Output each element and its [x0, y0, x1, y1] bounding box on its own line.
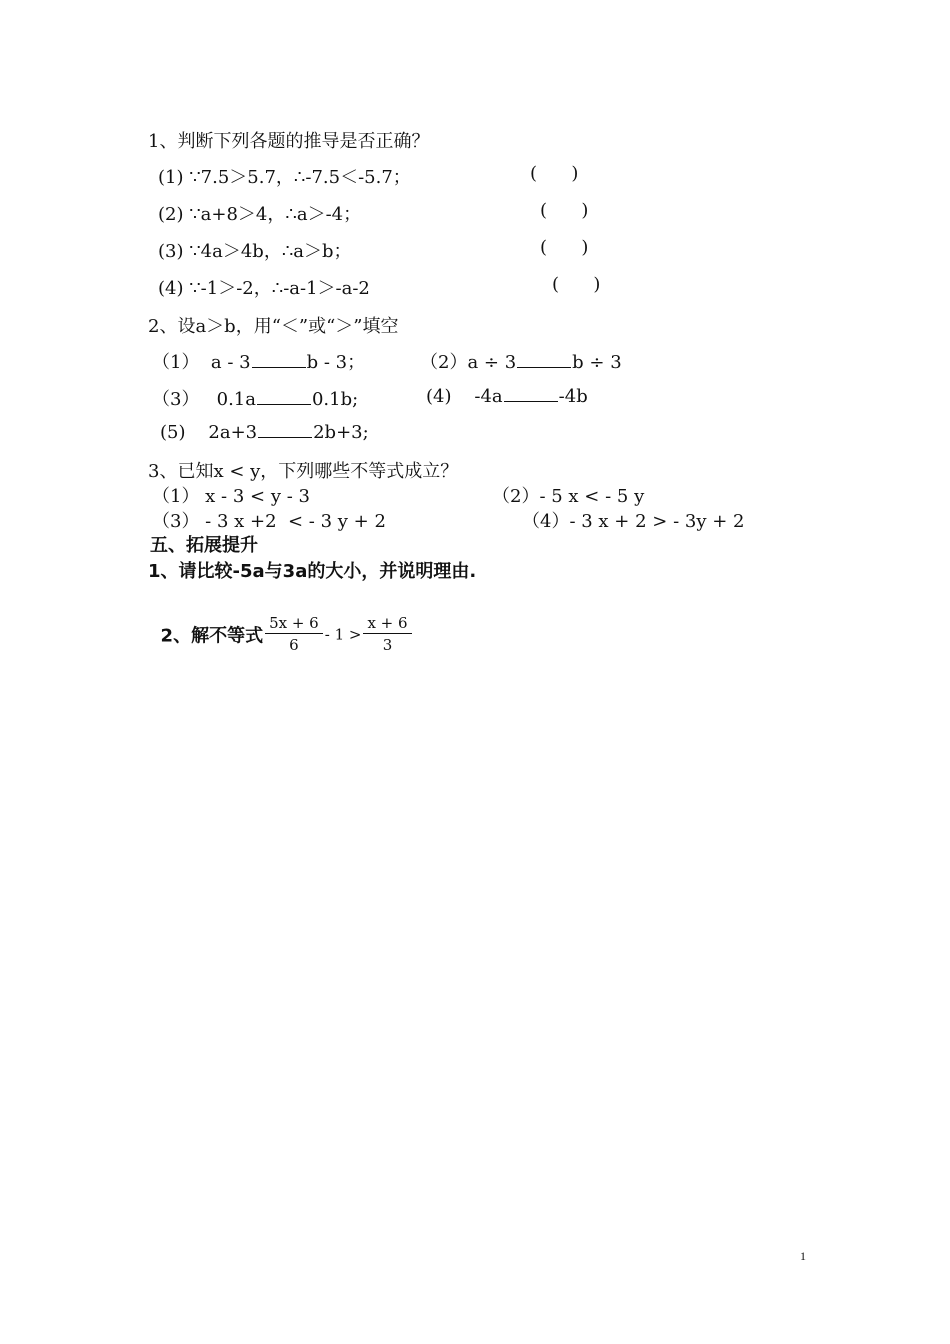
q1-item-2: (2) ∵a+8＞4，∴a＞-4； — [158, 204, 362, 225]
page-number: 1 — [800, 1249, 806, 1263]
q2-left-2: a ÷ 3 — [467, 352, 517, 373]
fraction-left-denominator: 6 — [289, 636, 299, 654]
q1-answer-paren-1: ( ) — [530, 163, 579, 184]
q2-right-1: b - 3； — [306, 352, 366, 373]
q2-row-2b — [426, 385, 588, 407]
q1-item-3: (3) ∵4a＞4b，∴a＞b； — [158, 241, 352, 262]
q1-item-1: (1) ∵7.5＞5.7，∴-7.5＜-5.7； — [158, 167, 411, 188]
q2-left-5: 2a+3 — [208, 422, 258, 443]
q2-blank-3[interactable] — [257, 388, 311, 405]
q3-title: 3、已知x < y，下列哪些不等式成立？ — [148, 461, 459, 482]
q2-right-2: b ÷ 3 — [572, 352, 622, 373]
q2-label-4: (4) — [426, 386, 452, 407]
q1-answer-paren-3: ( ) — [540, 237, 589, 258]
q2-title: 2、设a＞b，用“＜”或“＞”填空 — [148, 316, 399, 337]
q2-row-2 — [152, 385, 358, 411]
q2-blank-5[interactable] — [258, 421, 312, 438]
fraction-right-denominator: 3 — [382, 636, 393, 654]
section5-heading: 五、拓展提升 — [150, 535, 258, 556]
fraction-left — [265, 613, 323, 656]
fraction-right — [363, 613, 411, 656]
q2-left-4: -4a — [474, 386, 503, 407]
q2-row-1 — [152, 348, 365, 374]
q2-label-1: （1） — [152, 352, 200, 373]
fraction-left-numerator: 5x + 6 — [265, 613, 323, 634]
q3-option-2: （2）- 5 x < - 5 y — [492, 486, 645, 507]
q1-title: 1、判断下列各题的推导是否正确？ — [148, 131, 430, 152]
q2-left-1: a - 3 — [210, 352, 251, 373]
q2-blank-4[interactable] — [504, 385, 558, 402]
minus-one-gt: - 1 > — [324, 625, 362, 644]
q2-label-5: (5) — [160, 422, 186, 443]
q2-label-2: （2） — [420, 352, 468, 373]
section5-item-2 — [148, 592, 414, 656]
q2-right-4: -4b — [558, 386, 588, 407]
q3-option-3: （3） - 3 x +2 < - 3 y + 2 — [152, 511, 386, 532]
q2-right-5: 2b+3; — [313, 422, 369, 443]
q1-answer-paren-2: ( ) — [540, 200, 589, 221]
q2-row-1b — [420, 348, 622, 374]
q3-option-1: （1） x - 3 < y - 3 — [152, 486, 310, 507]
q3-option-4: （4）- 3 x + 2 > - 3y + 2 — [522, 511, 745, 532]
q1-answer-paren-4: ( ) — [552, 274, 601, 295]
q2-blank-1[interactable] — [252, 351, 306, 368]
section5-item-2-prefix: 2、解不等式 — [160, 625, 264, 647]
q2-right-3: 0.1b; — [311, 389, 359, 410]
q2-label-3: （3） — [152, 389, 200, 410]
q2-left-3: 0.1a — [216, 389, 256, 410]
section5-item-1: 1、请比较-5a与3a的大小，并说明理由. — [148, 561, 477, 582]
q2-row-3 — [160, 421, 369, 443]
q1-item-4: (4) ∵-1＞-2，∴-a-1＞-a-2 — [158, 278, 370, 299]
q2-blank-2[interactable] — [517, 351, 571, 368]
fraction-right-numerator: x + 6 — [363, 613, 411, 634]
